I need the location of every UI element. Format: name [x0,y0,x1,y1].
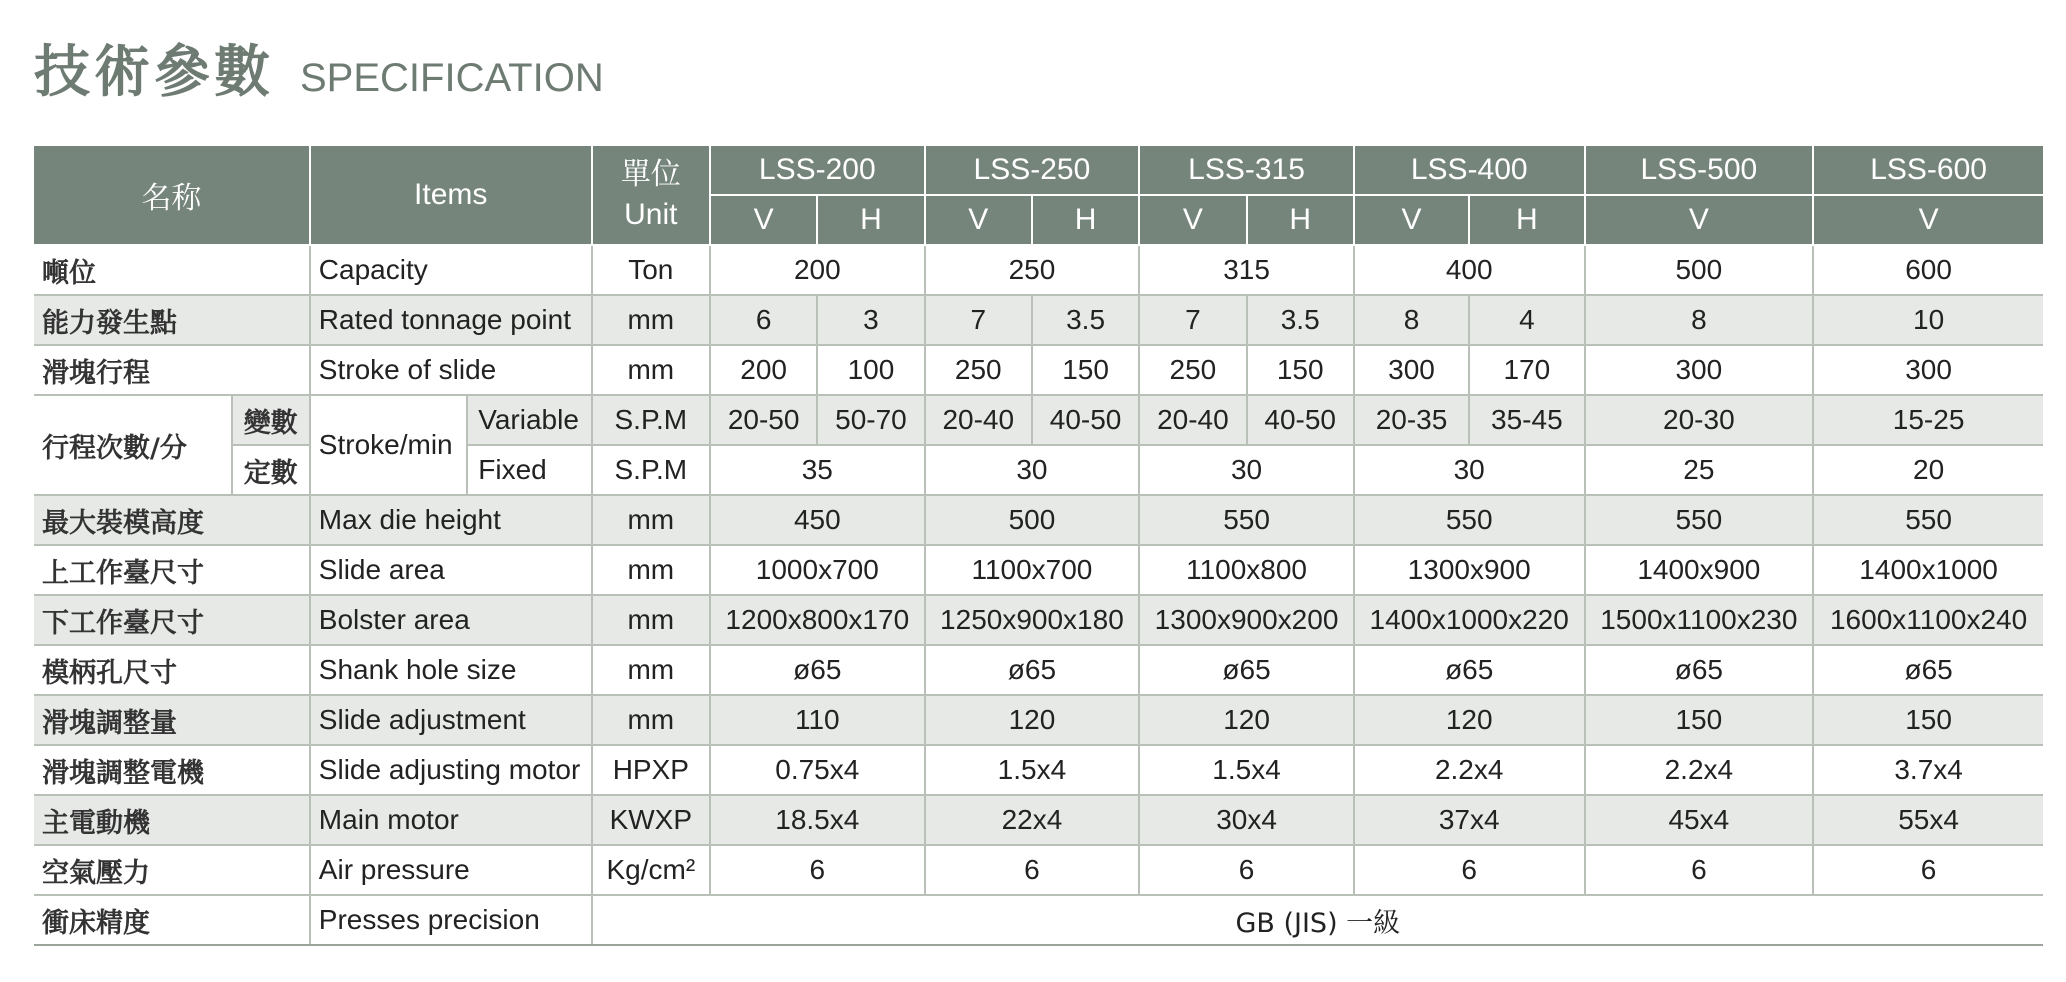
table-cell: 3.5 [1247,295,1354,345]
table-cell: 120 [1354,695,1585,745]
row-label-en: Slide adjusting motor [310,745,592,795]
table-cell: 1400x1000x220 [1354,595,1585,645]
header-unit-en: Unit [624,198,678,231]
header-sub: H [817,195,924,245]
row-label-en: Stroke/min [310,395,467,495]
header-sub: H [1032,195,1139,245]
row-unit: mm [592,645,710,695]
table-cell: 3.7x4 [1813,745,2043,795]
table-row-precision [34,895,2043,945]
table-cell: 20-30 [1585,395,1814,445]
table-cell: ø65 [1813,645,2043,695]
table-cell: 315 [1139,245,1354,295]
table-cell: 1300x900x200 [1139,595,1354,645]
row-sublabel-en: Variable [467,395,591,445]
table-cell: 1200x800x170 [710,595,925,645]
table-cell: 6 [1354,845,1585,895]
row-label-cn: 上工作臺尺寸 [34,545,310,595]
row-unit: mm [592,695,710,745]
row-unit: HPXP [592,745,710,795]
table-cell: 6 [1585,845,1814,895]
table-cell: 550 [1354,495,1585,545]
table-cell: 550 [1585,495,1814,545]
table-cell: ø65 [710,645,925,695]
table-cell: 10 [1813,295,2043,345]
table-cell: 250 [1139,345,1246,395]
row-label-cn: 模柄孔尺寸 [34,645,310,695]
row-label-en: Presses precision [310,895,592,945]
table-row-shank [34,645,2043,695]
table-cell: 20-50 [710,395,817,445]
table-cell: 18.5x4 [710,795,925,845]
table-cell: 500 [925,495,1140,545]
table-cell: 250 [925,345,1032,395]
table-cell: 40-50 [1247,395,1354,445]
table-cell: 100 [817,345,924,395]
table-cell: 1300x900 [1354,545,1585,595]
header-unit-cn: 單位 [620,158,681,191]
row-label-en: Air pressure [310,845,592,895]
table-cell: 600 [1813,245,2043,295]
table-cell: 300 [1585,345,1814,395]
header-sub: V [710,195,817,245]
table-cell: 1500x1100x230 [1585,595,1814,645]
header-row-models [34,146,2043,195]
table-row-slide-area [34,545,2043,595]
table-cell: 30 [1139,445,1354,495]
row-label-en: Slide adjustment [310,695,592,745]
row-label-en: Max die height [310,495,592,545]
table-cell: 6 [925,845,1140,895]
table-cell: 1400x1000 [1813,545,2043,595]
table-cell: 150 [1813,695,2043,745]
row-sublabel-cn: 變數 [232,395,310,445]
table-cell: 400 [1354,245,1585,295]
row-unit: mm [592,545,710,595]
table-row-bolster [34,595,2043,645]
table-cell: 6 [710,845,925,895]
table-cell: 110 [710,695,925,745]
row-unit: KWXP [592,795,710,845]
table-row-stroke [34,345,2043,395]
header-sub: V [1139,195,1246,245]
row-label-cn: 下工作臺尺寸 [34,595,310,645]
table-row-capacity [34,245,2043,295]
table-cell: 20-40 [1139,395,1246,445]
row-label-cn: 行程次數/分 [34,395,232,495]
table-cell: 1.5x4 [1139,745,1354,795]
table-cell: 30 [1354,445,1585,495]
table-cell: 1250x900x180 [925,595,1140,645]
table-cell: 45x4 [1585,795,1814,845]
header-unit [592,146,710,245]
table-cell: 6 [1813,845,2043,895]
header-sub: V [1813,195,2043,245]
row-sublabel-en: Fixed [467,445,591,495]
header-model: LSS-400 [1354,146,1585,195]
header-sub: V [925,195,1032,245]
table-cell: 1000x700 [710,545,925,595]
table-cell: 50-70 [817,395,924,445]
table-cell: 40-50 [1032,395,1139,445]
row-label-en: Slide area [310,545,592,595]
row-label-en: Shank hole size [310,645,592,695]
table-cell: 200 [710,245,925,295]
table-cell: 250 [925,245,1140,295]
row-unit: Ton [592,245,710,295]
table-cell: 1100x800 [1139,545,1354,595]
table-cell: 1100x700 [925,545,1140,595]
table-cell: 450 [710,495,925,545]
row-label-en: Rated tonnage point [310,295,592,345]
table-cell: 0.75x4 [710,745,925,795]
table-cell: 2.2x4 [1354,745,1585,795]
table-cell: 30 [925,445,1140,495]
table-cell: 6 [710,295,817,345]
title-chinese: 技術參數 [34,40,274,105]
title-english: SPECIFICATION [300,56,604,100]
row-label-cn: 噸位 [34,245,310,295]
table-cell: 35 [710,445,925,495]
table-cell: ø65 [925,645,1140,695]
table-row-die-height [34,495,2043,545]
header-model: LSS-500 [1585,146,1814,195]
row-unit: S.P.M [592,395,710,445]
table-cell: 300 [1354,345,1469,395]
table-row-adj-motor [34,745,2043,795]
row-sublabel-cn: 定數 [232,445,310,495]
table-cell: 37x4 [1354,795,1585,845]
table-cell: 3 [817,295,924,345]
table-cell: 25 [1585,445,1814,495]
table-cell: 3.5 [1032,295,1139,345]
table-cell: 120 [1139,695,1354,745]
header-items: Items [310,146,592,245]
row-unit: mm [592,345,710,395]
table-cell: 300 [1813,345,2043,395]
header-sub: V [1354,195,1469,245]
table-cell: 550 [1139,495,1354,545]
table-cell: ø65 [1585,645,1814,695]
header-model: LSS-600 [1813,146,2043,195]
table-cell: 150 [1585,695,1814,745]
table-cell: 7 [925,295,1032,345]
row-label-cn: 滑塊調整電機 [34,745,310,795]
row-unit: mm [592,295,710,345]
table-cell: 7 [1139,295,1246,345]
table-cell: 200 [710,345,817,395]
row-unit: mm [592,595,710,645]
row-label-cn: 滑塊調整量 [34,695,310,745]
precision-value: GB (JIS) 一級 [592,895,2043,945]
table-cell: 15-25 [1813,395,2043,445]
table-row-spm-variable [34,395,2043,445]
table-row-main-motor [34,795,2043,845]
table-cell: ø65 [1354,645,1585,695]
header-sub: V [1585,195,1814,245]
row-unit: mm [592,495,710,545]
table-cell: 550 [1813,495,2043,545]
specification-table [34,146,2043,946]
table-cell: 8 [1354,295,1469,345]
row-label-cn: 衝床精度 [34,895,310,945]
table-cell: 20-40 [925,395,1032,445]
row-label-en: Main motor [310,795,592,845]
header-sub: H [1469,195,1584,245]
row-label-en: Bolster area [310,595,592,645]
table-cell: 1600x1100x240 [1813,595,2043,645]
table-row-air [34,845,2043,895]
row-label-cn: 空氣壓力 [34,845,310,895]
table-cell: 55x4 [1813,795,2043,845]
table-cell: 2.2x4 [1585,745,1814,795]
header-model: LSS-250 [925,146,1140,195]
table-cell: ø65 [1139,645,1354,695]
table-cell: 22x4 [925,795,1140,845]
row-label-en: Capacity [310,245,592,295]
header-model: LSS-200 [710,146,925,195]
row-label-en: Stroke of slide [310,345,592,395]
table-cell: 500 [1585,245,1814,295]
table-cell: 120 [925,695,1140,745]
table-cell: 1400x900 [1585,545,1814,595]
header-model: LSS-315 [1139,146,1354,195]
row-label-cn: 最大裝模高度 [34,495,310,545]
table-row-tonnage [34,295,2043,345]
table-cell: 150 [1032,345,1139,395]
table-cell: 150 [1247,345,1354,395]
table-cell: 6 [1139,845,1354,895]
table-cell: 4 [1469,295,1584,345]
row-unit: Kg/cm² [592,845,710,895]
table-cell: 20-35 [1354,395,1469,445]
header-name-cn: 名称 [34,146,310,245]
row-label-cn: 滑塊行程 [34,345,310,395]
table-cell: 8 [1585,295,1814,345]
page-title [34,28,604,108]
table-cell: 20 [1813,445,2043,495]
table-cell: 1.5x4 [925,745,1140,795]
row-label-cn: 能力發生點 [34,295,310,345]
row-unit: S.P.M [592,445,710,495]
table-cell: 170 [1469,345,1584,395]
header-sub: H [1247,195,1354,245]
table-row-adjust [34,695,2043,745]
row-label-cn: 主電動機 [34,795,310,845]
table-cell: 35-45 [1469,395,1584,445]
table-cell: 30x4 [1139,795,1354,845]
